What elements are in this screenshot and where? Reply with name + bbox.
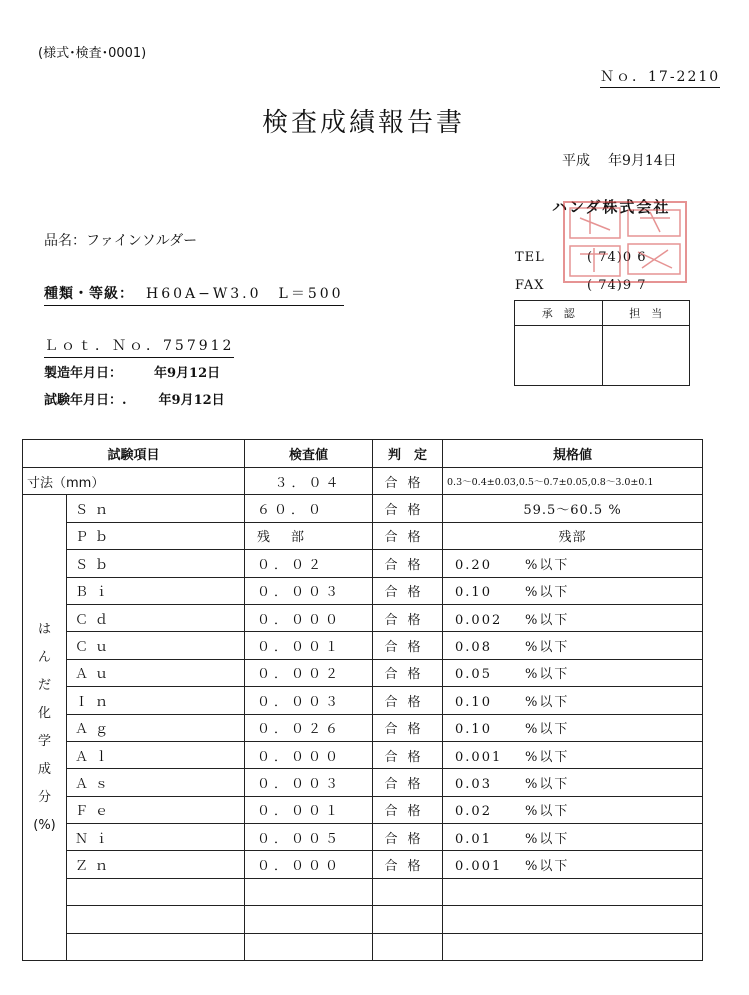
element-symbol: Ｃｄ xyxy=(67,604,245,631)
judgment: 合格 xyxy=(373,522,443,549)
fax-label: FAX xyxy=(515,278,545,293)
blank-cell xyxy=(373,878,443,905)
element-symbol: Ａｇ xyxy=(67,714,245,741)
table-row xyxy=(23,522,703,549)
element-symbol: Ｎｉ xyxy=(67,824,245,851)
element-symbol: Ａｌ xyxy=(67,741,245,768)
judgment: 合格 xyxy=(373,632,443,659)
table-row xyxy=(23,632,703,659)
table-row xyxy=(23,769,703,796)
spec-number: 0.10 xyxy=(455,722,492,738)
grade-value: H60A−W3.0 L＝500 xyxy=(146,286,344,302)
spec-value xyxy=(443,687,703,714)
table-row xyxy=(23,550,703,577)
judgment: 合格 xyxy=(373,796,443,823)
spec-number: 0.01 xyxy=(455,831,492,847)
table-row xyxy=(23,824,703,851)
tel-label: TEL xyxy=(515,250,545,265)
mfg-label: 製造年月日： xyxy=(44,366,123,381)
judgment: 合格 xyxy=(373,824,443,851)
element-symbol: Ｉｎ xyxy=(67,687,245,714)
dimension-row xyxy=(23,468,703,495)
test-label: 試験年月日：. xyxy=(44,393,127,408)
header-spec: 規格値 xyxy=(443,440,703,468)
mfg-value: 年9月12日 xyxy=(154,366,221,381)
judgment: 合格 xyxy=(373,550,443,577)
charge-signature-cell xyxy=(602,326,690,386)
blank-cell xyxy=(373,906,443,933)
company-seal-stamp xyxy=(560,198,690,286)
measured-value: ０．０００ xyxy=(245,604,373,631)
dimension-judgment: 合格 xyxy=(373,468,443,495)
blank-row xyxy=(23,906,703,933)
spec-unit: %以下 xyxy=(525,694,570,710)
spec-unit: %以下 xyxy=(525,804,570,820)
measured-value: ０．０００ xyxy=(245,851,373,878)
measured-value: ０．０２６ xyxy=(245,714,373,741)
spec-number: 0.10 xyxy=(455,585,492,601)
group-label-char: (%) xyxy=(33,817,56,833)
element-symbol: Ｓｂ xyxy=(67,550,245,577)
judgment: 合格 xyxy=(373,687,443,714)
table-row xyxy=(23,577,703,604)
table-row xyxy=(23,796,703,823)
table-row xyxy=(23,604,703,631)
blank-cell xyxy=(245,933,373,960)
manufacture-date xyxy=(44,362,220,381)
approval-box xyxy=(514,300,690,386)
spec-value: 残部 xyxy=(443,522,703,549)
element-symbol: Ｃｕ xyxy=(67,632,245,659)
header-item: 試験項目 xyxy=(23,440,245,468)
measured-value: ０．００３ xyxy=(245,769,373,796)
spec-unit: %以下 xyxy=(525,749,570,765)
judgment: 合格 xyxy=(373,851,443,878)
measured-value: ０．００２ xyxy=(245,659,373,686)
group-label-char: 学 xyxy=(37,733,51,749)
judgment: 合格 xyxy=(373,769,443,796)
spec-unit: %以下 xyxy=(525,831,570,847)
element-symbol: Ｐｂ xyxy=(67,522,245,549)
element-symbol: Ｆｅ xyxy=(67,796,245,823)
spec-value xyxy=(443,550,703,577)
spec-number: 0.001 xyxy=(455,859,503,875)
measured-value: ０．０２ xyxy=(245,550,373,577)
spec-unit: %以下 xyxy=(525,557,570,573)
element-symbol: Ｚｎ xyxy=(67,851,245,878)
date-rest: 年9月14日 xyxy=(608,153,677,169)
judgment: 合格 xyxy=(373,659,443,686)
spec-value xyxy=(443,659,703,686)
blank-cell xyxy=(245,878,373,905)
spec-number: 0.10 xyxy=(455,694,492,710)
document-number: Ｎｏ．17-2210 xyxy=(600,66,720,88)
element-symbol: Ｂｉ xyxy=(67,577,245,604)
test-date xyxy=(44,389,225,408)
group-label-char: は xyxy=(37,621,51,637)
spec-value xyxy=(443,632,703,659)
issue-date xyxy=(562,150,677,170)
element-symbol: Ａｕ xyxy=(67,659,245,686)
spec-unit: %以下 xyxy=(525,585,570,601)
dimension-value: ３．０４ xyxy=(245,468,373,495)
measured-value: 残 部 xyxy=(245,522,373,549)
measured-value: ０．００１ xyxy=(245,796,373,823)
spec-value xyxy=(443,577,703,604)
page-title: 検査成績報告書 xyxy=(262,108,466,138)
spec-number: 0.02 xyxy=(455,804,492,820)
group-label-char: だ xyxy=(37,677,51,693)
spec-value xyxy=(443,824,703,851)
product-name: 品名：ファインソルダー xyxy=(44,233,198,249)
measured-value: ０．００１ xyxy=(245,632,373,659)
spec-unit: %以下 xyxy=(525,612,570,628)
element-symbol: Ｓｎ xyxy=(67,495,245,522)
group-label-char: ん xyxy=(37,649,51,665)
blank-cell xyxy=(373,933,443,960)
spec-number: 0.001 xyxy=(455,749,503,765)
spec-unit: %以下 xyxy=(525,859,570,875)
spec-value xyxy=(443,796,703,823)
measured-value: ６０．０ xyxy=(245,495,373,522)
inspection-table xyxy=(22,439,703,961)
header-value: 検査値 xyxy=(245,440,373,468)
approve-signature-cell xyxy=(515,326,603,386)
date-era: 平成 xyxy=(562,153,590,169)
spec-number: 0.20 xyxy=(455,557,492,573)
spec-value xyxy=(443,604,703,631)
measured-value: ０．００３ xyxy=(245,687,373,714)
company-name: ハンダ株式会社 xyxy=(552,198,671,216)
group-label-char: 成 xyxy=(37,761,51,777)
measured-value: ０．００５ xyxy=(245,824,373,851)
blank-cell xyxy=(67,906,245,933)
blank-row xyxy=(23,878,703,905)
table-row xyxy=(23,495,703,522)
product-grade xyxy=(44,283,344,306)
spec-number: 0.03 xyxy=(455,776,492,792)
spec-number: 0.08 xyxy=(455,640,492,656)
blank-row xyxy=(23,933,703,960)
spec-value: 59.5〜60.5 % xyxy=(443,495,703,522)
blank-cell xyxy=(67,878,245,905)
approve-header: 承 認 xyxy=(515,301,603,326)
blank-cell xyxy=(443,878,703,905)
spec-unit: %以下 xyxy=(525,667,570,683)
measured-value: ０．００３ xyxy=(245,577,373,604)
blank-cell xyxy=(245,906,373,933)
table-header-row xyxy=(23,440,703,468)
group-label-char: 化 xyxy=(37,705,51,721)
spec-value xyxy=(443,851,703,878)
spec-value xyxy=(443,741,703,768)
spec-number: 0.002 xyxy=(455,612,503,628)
charge-header: 担 当 xyxy=(602,301,690,326)
table-row xyxy=(23,851,703,878)
blank-cell xyxy=(443,933,703,960)
blank-cell xyxy=(67,933,245,960)
table-row xyxy=(23,659,703,686)
spec-unit: %以下 xyxy=(525,722,570,738)
judgment: 合格 xyxy=(373,577,443,604)
spec-unit: %以下 xyxy=(525,640,570,656)
tel-value: ( 74)0 6 xyxy=(587,250,647,265)
header-judgment: 判 定 xyxy=(373,440,443,468)
blank-cell xyxy=(443,906,703,933)
judgment: 合格 xyxy=(373,604,443,631)
spec-unit: %以下 xyxy=(525,776,570,792)
table-row xyxy=(23,714,703,741)
spec-value xyxy=(443,769,703,796)
form-code: (様式･検査･0001) xyxy=(38,46,147,61)
fax-value: ( 74)9 7 xyxy=(587,278,647,293)
lot-number: Ｌｏｔ．Ｎｏ．757912 xyxy=(44,335,234,358)
element-symbol: Ａｓ xyxy=(67,769,245,796)
composition-group-label xyxy=(23,495,67,961)
group-label-char: 分 xyxy=(37,789,51,805)
measured-value: ０．０００ xyxy=(245,741,373,768)
test-value: 年9月12日 xyxy=(158,393,225,408)
table-row xyxy=(23,741,703,768)
dimension-label: 寸法（mm） xyxy=(23,468,245,495)
dimension-spec: 0.3〜0.4±0.03,0.5〜0.7±0.05,0.8〜3.0±0.1 xyxy=(443,468,703,495)
spec-number: 0.05 xyxy=(455,667,492,683)
spec-value xyxy=(443,714,703,741)
grade-label: 種類・等級： xyxy=(44,286,134,302)
judgment: 合格 xyxy=(373,741,443,768)
judgment: 合格 xyxy=(373,714,443,741)
table-row xyxy=(23,687,703,714)
judgment: 合格 xyxy=(373,495,443,522)
